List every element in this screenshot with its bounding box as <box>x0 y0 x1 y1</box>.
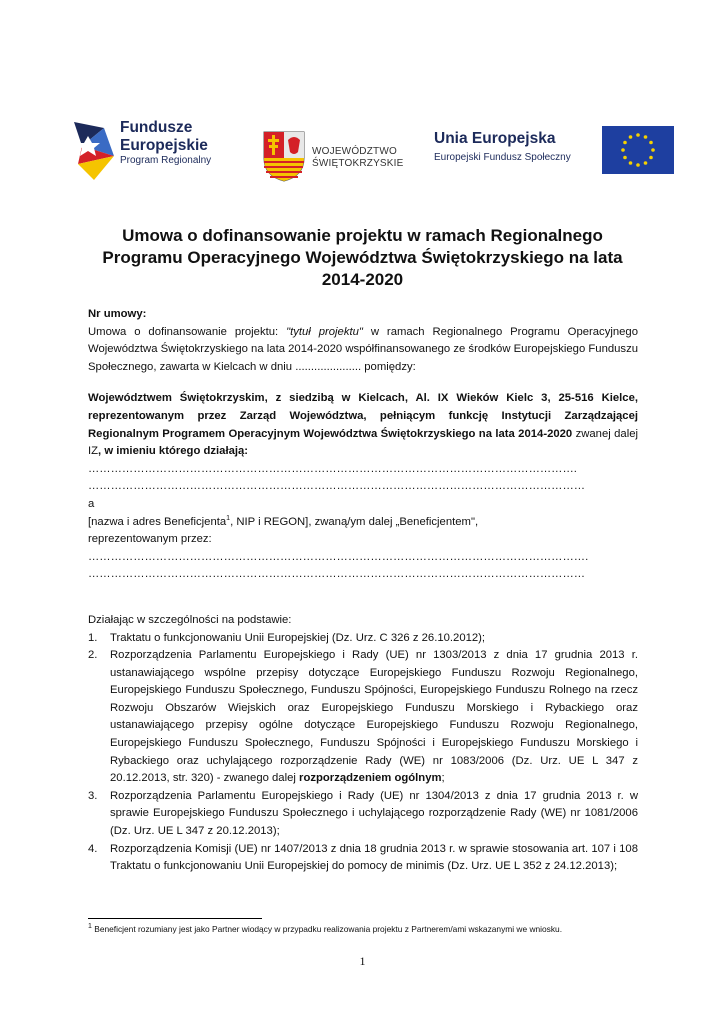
header-logos <box>70 110 650 190</box>
legal-basis-list <box>88 630 638 876</box>
list-item-number: 2. <box>88 649 98 662</box>
beneficiary-fill-line-1: ……………………………………………………………………………………………………………………. <box>88 550 589 563</box>
beneficiary-line <box>88 514 638 532</box>
page-number: 1 <box>359 954 366 968</box>
contract-number-label: Nr umowy: <box>88 308 147 320</box>
conjunction-a: a <box>88 497 95 510</box>
party1-fill-line-2: …………………………………………………………………………………………………………………… <box>88 480 586 493</box>
ue-logo-line2: Europejski Fundusz Społeczny <box>434 152 571 163</box>
fe-star-icon <box>74 116 114 180</box>
woj-logo-line1: WOJEWÓDZTWO <box>312 146 397 157</box>
party1-name: Województwem Świętokrzyskim, z siedzibą w Kielcach, Al. IX Wieków Kielc 3, 25-516 Kielce, reprezentowanym przez Zarząd Województwa, pełniącym funkcję Instytucji Zarządzającej Regionalnym Programem Operacyjnym Województwa Świętokrzyskiego na lata 2014-2020 <box>88 392 638 440</box>
list-item-number: 1. <box>88 631 98 644</box>
document-title: Umowa o dofinansowanie projektu w ramach Regionalnego Programu Operacyjnego Województwa Świętokrzyskiego na lata 2014-2020 <box>102 226 623 289</box>
list-item-number: 4. <box>88 842 98 855</box>
list-item-end: ; <box>441 772 445 785</box>
party1-abbrev: zwanej dalej IZ <box>88 427 638 458</box>
beneficiary-part2: , NIP i REGON], zwaną/ym dalej „Beneficjentem", <box>230 515 479 528</box>
party1-representatives-label: , w imieniu którego działają: <box>98 445 249 458</box>
list-item-text: Traktatu o funkcjonowaniu Unii Europejskiej (Dz. Urz. C 326 z 26.10.2012); <box>110 631 486 644</box>
list-item <box>88 841 638 876</box>
coat-of-arms-icon <box>262 130 306 182</box>
footnote-number: 1 <box>88 923 92 931</box>
document-body <box>88 306 638 876</box>
fundusze-europejskie-logo <box>74 116 234 180</box>
footnote-text: Beneficjent rozumiany jest jako Partner wiodący w przypadku realizowania projektu z Partnerem/ami wskazanymi we wniosku. <box>91 924 563 934</box>
beneficiary-fill-line-2: …………………………………………………………………………………………………………………… <box>88 568 586 581</box>
footnote-ref: 1 <box>226 514 231 522</box>
unia-europejska-logo <box>430 126 650 180</box>
eu-flag-icon <box>602 126 674 174</box>
list-item-text: Rozporządzenia Parlamentu Europejskiego i Rady (UE) nr 1304/2013 z dnia 17 grudnia 2013 r. w sprawie Europejskiego Funduszu Społecznego i uchylającego rozporządzenie Rady (WE) nr 1081/2006 (Dz. Urz. UE L 347 z 20.12.2013); <box>110 789 638 838</box>
list-item-number: 3. <box>88 789 98 802</box>
represented-by-label: reprezentowanym przez: <box>88 533 212 546</box>
intro-paragraph <box>88 324 638 377</box>
list-item <box>88 788 638 841</box>
list-item <box>88 630 638 648</box>
legal-basis-intro: Działając w szczególności na podstawie: <box>88 613 292 626</box>
intro-part1: Umowa o dofinansowanie projektu: <box>88 325 287 338</box>
wojewodztwo-logo <box>260 130 410 184</box>
fe-logo-line1: Fundusze <box>120 119 193 136</box>
project-title-placeholder: "tytuł projektu" <box>286 325 363 338</box>
list-item-text: Rozporządzenia Komisji (UE) nr 1407/2013 z dnia 18 grudnia 2013 r. w sprawie stosowania art. 107 i 108 Traktatu o funkcjonowaniu Unii Europejskiej do pomocy de minimis (Dz. Urz. UE L 352 z 24.12.2013); <box>110 842 638 873</box>
party1-paragraph <box>88 390 638 460</box>
party1-fill-line-1: …………………………………………………………………………………………………………………. <box>88 462 577 475</box>
fe-logo-line3: Program Regionalny <box>120 155 212 166</box>
woj-logo-line2: ŚWIĘTOKRZYSKIE <box>312 157 404 169</box>
list-item-bold-term: rozporządzeniem ogólnym <box>299 772 442 785</box>
intro-part2: w ramach Regionalnego Programu Operacyjnego Województwa Świętokrzyskiego na lata 2014-2020 współfinansowanego ze środków Europejskiego Funduszu Społecznego, zawarta w Kielcach w dniu ..................... pomiędzy: <box>88 325 638 373</box>
fe-logo-line2: Europejskie <box>120 136 208 154</box>
footnote <box>88 924 648 935</box>
footnote-separator <box>88 918 262 919</box>
list-item-text: Rozporządzenia Parlamentu Europejskiego i Rady (UE) nr 1303/2013 z dnia 17 grudnia 2013 r. ustanawiającego wspólne przepisy dotyczące Europejskiego Funduszu Rozwoju Regionalnego, Europejskiego Funduszu Społecznego, Funduszu Spójności, Europejskiego Funduszu Rolnego na rzecz Rozwoju Obszarów Wiejskich oraz Europejskiego Funduszu Morskiego i Rybackiego oraz ustanawiającego przepisy ogólne dotyczące Europejskiego Funduszu Rozwoju Regionalnego, Europejskiego Funduszu Społecznego, Funduszu Spójności i Europejskiego Funduszu Morskiego i Rybackiego oraz uchylającego rozporządzenie Rady (WE) nr 1083/2006 (Dz. Urz. UE L 347 z 20.12.2013, str. 320) - zwanego dalej <box>110 649 638 785</box>
ue-logo-line1: Unia Europejska <box>434 130 556 147</box>
list-item <box>88 647 638 788</box>
beneficiary-part1: [nazwa i adres Beneficjenta <box>88 515 227 528</box>
